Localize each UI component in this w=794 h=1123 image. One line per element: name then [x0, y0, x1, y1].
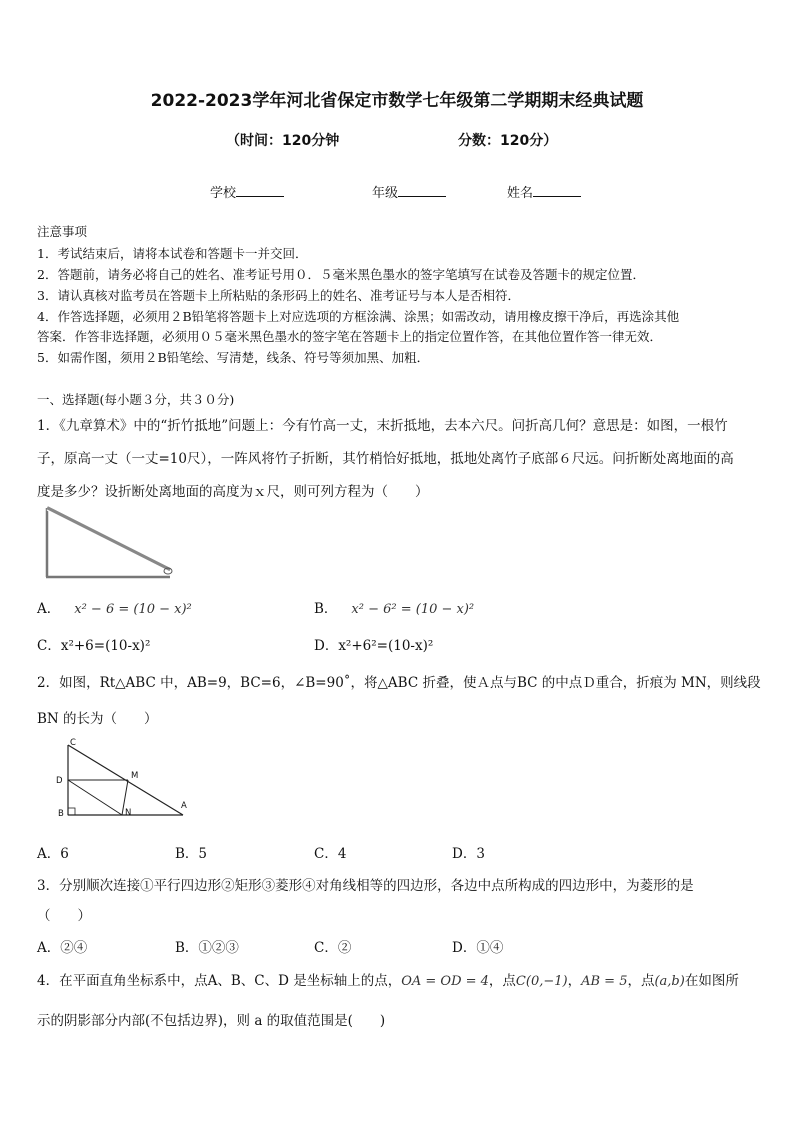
exam-title: 2022-2023学年河北省保定市数学七年级第二学期期末经典试题 — [150, 91, 644, 111]
grade-field — [372, 182, 446, 201]
note-item: 3．请认真核对监考员在答题卡上所粘贴的条形码上的姓名、准考证号与本人是否相符． — [37, 288, 520, 303]
grade-blank — [398, 184, 446, 197]
option-label: B． — [314, 601, 338, 617]
q3-option-d: D．①④ — [452, 940, 504, 956]
name-label: 姓名 — [507, 186, 534, 201]
bamboo-figure — [40, 505, 180, 581]
vertex-label-m: M — [131, 771, 139, 781]
q4-text: 4．在平面直角坐标系中，点A、B、C、D 是坐标轴上的点， — [37, 973, 402, 989]
question-1-line: 1．《九章算术》中的“折竹抵地”问题上：今有竹高一丈，末折抵地，去本六尺。问折高几何？意思是：如图，一根竹 — [37, 418, 728, 434]
q2-option-b: B．5 — [175, 846, 208, 862]
q1-option-d: D．x²+6²=(10-x)² — [314, 638, 434, 654]
vertex-label-a: A — [181, 801, 187, 811]
q4-math: (a,b) — [654, 974, 685, 989]
q4-math: AB = 5 — [581, 974, 628, 989]
question-3-line: （ ） — [37, 908, 91, 924]
option-label: A． — [37, 601, 61, 617]
q1-option-a — [37, 597, 192, 617]
question-2-line: BN 的长为（ ） — [37, 711, 158, 727]
option-math: x² − 6² = (10 − x)² — [351, 602, 475, 617]
q3-option-b: B．①②③ — [175, 940, 239, 956]
q2-option-c: C．4 — [314, 846, 347, 862]
question-1-line: 度是多少？设折断处离地面的高度为ｘ尺，则可列方程为（ ） — [37, 484, 429, 500]
question-2-line: 2．如图，Rt△ABC 中，AB=9，BC=6，∠B=90˚，将△ABC 折叠，使Ａ点与BC 的中点Ｄ重合，折痕为 MN，则线段 — [37, 675, 761, 691]
school-label: 学校 — [210, 186, 237, 201]
q4-text: ，点 — [488, 973, 516, 989]
q2-option-a: A．6 — [37, 846, 69, 862]
grade-label: 年级 — [372, 186, 399, 201]
option-math: x² − 6 = (10 − x)² — [74, 602, 192, 617]
notes-heading: 注意事项 — [37, 224, 88, 239]
q3-option-a: A．②④ — [37, 940, 88, 956]
q4-text: ，点 — [627, 973, 655, 989]
exam-score: 分数：120分） — [458, 133, 558, 149]
school-field — [210, 182, 284, 201]
exam-time: （时间：120分钟 — [226, 133, 340, 149]
fold-triangle-figure — [50, 735, 195, 820]
name-field — [507, 182, 581, 201]
note-item: 1．考试结束后，请将本试卷和答题卡一并交回． — [37, 246, 308, 261]
note-item: 2．答题前，请务必将自己的姓名、准考证号用０．５毫米黑色墨水的签字笔填写在试卷及答题卡的规定位置． — [37, 267, 645, 282]
vertex-label-b: B — [58, 809, 64, 819]
section-heading: 一、选择题(每小题３分，共３０分) — [37, 392, 235, 407]
q1-option-b — [314, 597, 474, 617]
q4-math: OA = OD = 4 — [401, 974, 489, 989]
name-blank — [533, 184, 581, 197]
vertex-label-d: D — [56, 776, 63, 786]
question-3-line: 3．分别顺次连接①平行四边形②矩形③菱形④对角线相等的四边形，各边中点所构成的四边形中，为菱形的是 — [37, 878, 694, 894]
q2-option-d: D．3 — [452, 846, 485, 862]
vertex-label-c: C — [70, 738, 76, 748]
school-blank — [236, 184, 284, 197]
question-4-line: 示的阴影部分内部(不包括边界)，则 a 的取值范围是( ) — [37, 1013, 386, 1029]
question-4-line — [37, 969, 739, 989]
q4-text: ， — [567, 973, 582, 989]
q3-option-c: C．② — [314, 940, 352, 956]
q4-text: 在如图所 — [684, 973, 739, 989]
question-1-line: 子，原高一丈（一丈=10尺），一阵风将竹子折断，其竹梢恰好抵地，抵地处离竹子底部６尺远。问折断处离地面的高 — [37, 451, 734, 467]
note-item: 答案．作答非选择题，必须用０５毫米黑色墨水的签字笔在答题卡上的指定位置作答，在其他位置作答一律无效． — [37, 329, 663, 344]
note-item: 5．如需作图，须用２B铅笔绘、写清楚，线条、符号等须加黑、加粗． — [37, 350, 430, 365]
q4-math: C(0,−1) — [515, 974, 568, 989]
note-item: 4．作答选择题，必须用２B铅笔将答题卡上对应选项的方框涂满、涂黑；如需改动，请用橡皮擦干净后，再选涂其他 — [37, 309, 680, 324]
q1-option-c: C．x²+6=(10-x)² — [37, 638, 151, 654]
vertex-label-n: N — [125, 808, 132, 818]
